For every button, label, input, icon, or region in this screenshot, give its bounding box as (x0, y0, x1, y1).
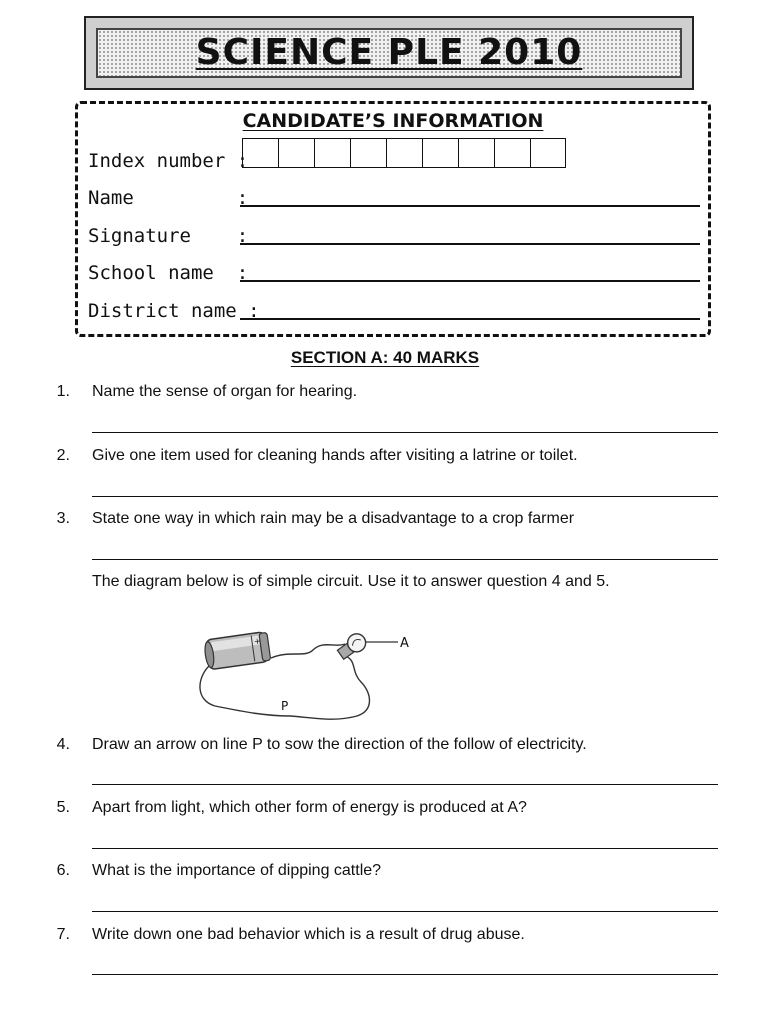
school-name-line[interactable] (240, 280, 700, 282)
index-digit-box[interactable] (422, 138, 458, 168)
question-text: Apart from light, which other form of energy is produced at A? (92, 799, 527, 816)
index-digit-box[interactable] (278, 138, 314, 168)
index-number-field (88, 146, 248, 172)
name-field (88, 183, 248, 209)
answer-line-3[interactable] (92, 559, 718, 560)
index-digit-box[interactable] (458, 138, 494, 168)
question-number: 1. (56, 383, 70, 400)
answer-line-6[interactable] (92, 911, 718, 912)
district-name-field (88, 296, 260, 322)
signature-label: Signature : (88, 225, 249, 247)
answer-line-7[interactable] (92, 974, 718, 975)
name-label: Name : (88, 187, 249, 209)
signature-field (88, 221, 248, 247)
index-digit-box[interactable] (386, 138, 422, 168)
district-name-label: District name : (88, 300, 260, 322)
index-number-boxes[interactable] (242, 138, 566, 168)
question-number: 4. (56, 736, 70, 753)
diagram-instruction: The diagram below is of simple circuit. Use it to answer question 4 and 5. (92, 573, 610, 590)
name-line[interactable] (240, 205, 700, 207)
title-banner (84, 16, 694, 90)
battery (203, 631, 271, 670)
candidate-info-heading: CANDIDATE’S INFORMATION (242, 110, 544, 132)
school-name-field (88, 258, 248, 284)
question-number: 5. (56, 799, 70, 816)
answer-line-4[interactable] (92, 784, 718, 785)
question-text: State one way in which rain may be a disadvantage to a crop farmer (92, 510, 575, 527)
label-p: P (281, 699, 289, 713)
battery-plus-sign: + (253, 636, 262, 647)
signature-line[interactable] (240, 243, 700, 245)
answer-line-2[interactable] (92, 496, 718, 497)
index-digit-box[interactable] (350, 138, 386, 168)
index-digit-box[interactable] (530, 138, 566, 168)
question-text: Write down one bad behavior which is a result of drug abuse. (92, 926, 525, 943)
question-number: 7. (56, 926, 70, 943)
question-number: 6. (56, 862, 70, 879)
district-name-line[interactable] (240, 318, 700, 320)
index-digit-box[interactable] (494, 138, 530, 168)
candidate-info-box (75, 101, 711, 337)
index-digit-box[interactable] (242, 138, 278, 168)
section-heading: SECTION A: 40 MARKS (290, 348, 480, 367)
school-name-label: School name : (88, 262, 249, 284)
answer-line-1[interactable] (92, 432, 718, 433)
index-number-label: Index number : (88, 150, 249, 172)
simple-circuit-diagram (195, 620, 435, 730)
question-text: Name the sense of organ for hearing. (92, 383, 358, 400)
question-number: 3. (56, 510, 70, 527)
answer-line-5[interactable] (92, 848, 718, 849)
question-text: Draw an arrow on line P to sow the direction of the follow of electricity. (92, 736, 587, 753)
label-a: A (400, 636, 409, 651)
index-digit-box[interactable] (314, 138, 350, 168)
page-title: SCIENCE PLE 2010 (195, 32, 583, 73)
question-text: Give one item used for cleaning hands after visiting a latrine or toilet. (92, 447, 578, 464)
question-number: 2. (56, 447, 70, 464)
bulb (335, 630, 369, 661)
question-text: What is the importance of dipping cattle? (92, 862, 382, 879)
